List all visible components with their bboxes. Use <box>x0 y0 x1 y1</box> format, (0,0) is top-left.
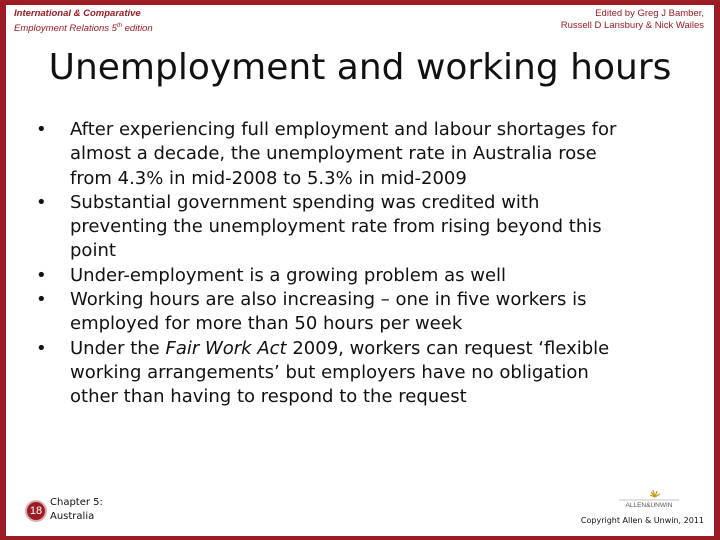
page-number: 18 <box>25 500 47 522</box>
bullet-line: working arrangements’ but employers have no obligation <box>70 361 589 383</box>
chapter-label <box>50 496 103 524</box>
editors <box>561 8 704 32</box>
bullet-line: preventing the unemployment rate from rising beyond this <box>70 216 602 238</box>
bullet-line: employed for more than 50 hours per week <box>70 313 463 335</box>
list-item <box>36 288 686 337</box>
list-item <box>36 191 686 264</box>
bullet-line <box>70 337 686 361</box>
editors-line2: Russell D Lansbury & Nick Wailes <box>560 20 704 31</box>
bullet-list <box>36 118 686 410</box>
act-name: Fair Work Act <box>165 337 287 359</box>
book-title-line2-text: Employment Relations 5 <box>14 23 117 35</box>
bullet-line: Working hours are also increasing – one in five workers is <box>70 289 587 311</box>
chapter-line2: Australia <box>50 511 95 522</box>
bullet-line: from 4.3% in mid-2008 to 5.3% in mid-2009 <box>70 167 467 189</box>
bullet-marker: • <box>36 191 47 213</box>
book-title-line2 <box>14 20 153 35</box>
logo-text: ALLEN&UNWIN <box>625 502 673 509</box>
bullet-marker: • <box>36 264 47 286</box>
bullet-line: other than having to respond to the request <box>70 386 467 408</box>
list-item <box>36 337 686 410</box>
bullet-marker: • <box>36 289 47 311</box>
editors-line1: Edited by Greg J Bamber, <box>595 8 704 19</box>
bullet-line: almost a decade, the unemployment rate in Australia rose <box>70 143 597 165</box>
bullet-text: 2009, workers can request ‘flexible <box>286 337 610 359</box>
book-title-line1: International & Comparative <box>14 8 141 19</box>
page-title: Unemployment and working hours <box>48 47 672 88</box>
edition-suffix: edition <box>121 23 153 35</box>
edition-superscript: th <box>116 23 122 29</box>
bullet-marker: • <box>36 119 47 140</box>
book-title <box>14 8 153 35</box>
bullet-marker: • <box>36 337 47 359</box>
allen-unwin-logo-icon <box>617 488 681 510</box>
list-item <box>36 264 686 288</box>
bullet-line: point <box>70 240 116 262</box>
bullet-line: After experiencing full employment and labour shortages for <box>70 119 617 140</box>
bullet-line: Substantial government spending was credited with <box>70 191 540 213</box>
list-item <box>36 118 686 191</box>
bullet-text: Under the <box>70 337 166 359</box>
copyright: Copyright Allen & Unwin, 2011 <box>580 516 704 525</box>
bullet-line: Under-employment is a growing problem as well <box>70 264 507 286</box>
chapter-line1: Chapter 5: <box>50 497 103 508</box>
